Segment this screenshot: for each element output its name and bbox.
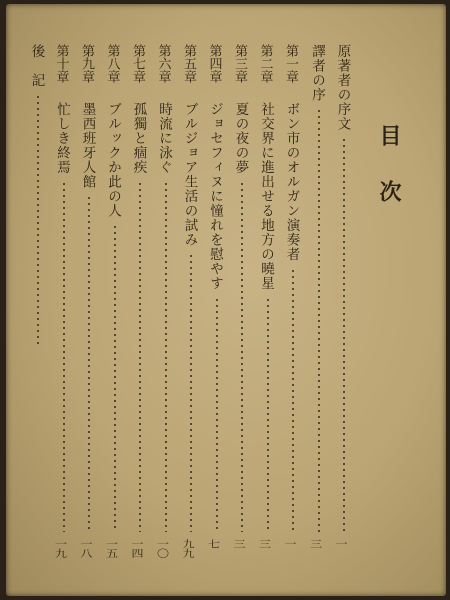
- chapter-number: 第七章: [130, 44, 145, 83]
- toc-entry: [259, 44, 277, 564]
- toc-entry: [335, 44, 353, 564]
- toc-entry: [131, 44, 149, 564]
- chapter-title: 墨西班牙人館: [79, 102, 96, 189]
- page-number: 一九: [53, 539, 68, 559]
- leader-dots: [37, 94, 39, 345]
- section-title: 原著者の序文: [334, 44, 351, 131]
- page-number: 一: [283, 539, 297, 549]
- page-number: 一: [334, 539, 348, 549]
- chapter-number: 第三章: [232, 44, 247, 83]
- chapter-title: 忙しき終焉: [54, 102, 70, 175]
- leader-dots: [343, 137, 345, 532]
- chapter-title: ブルックか此の人: [105, 102, 121, 218]
- toc-entry: [80, 44, 98, 564]
- chapter-number: 第五章: [181, 44, 196, 83]
- page-number: 三: [308, 539, 323, 549]
- chapter-number: 第六章: [155, 44, 171, 83]
- leader-dots: [88, 195, 90, 532]
- book-page: [6, 4, 446, 596]
- toc-entry: [182, 44, 200, 564]
- chapter-number: 第九章: [79, 44, 94, 83]
- leader-dots: [165, 181, 167, 533]
- chapter-title: 時流に泳ぐ: [156, 102, 172, 175]
- section-title: 譯者の序: [309, 44, 325, 102]
- leader-dots: [139, 181, 141, 533]
- chapter-number: 第十章: [53, 44, 69, 83]
- page-number: 三: [257, 539, 272, 549]
- chapter-number: 第八章: [104, 44, 120, 83]
- toc-entry: [284, 44, 302, 564]
- leader-dots: [63, 181, 65, 533]
- chapter-title: ブルジョア生活の試み: [181, 102, 198, 247]
- leader-dots: [241, 181, 243, 533]
- section-title: 後 記: [28, 44, 45, 88]
- leader-dots: [190, 253, 192, 532]
- page-number: 一四: [130, 539, 144, 559]
- page-number: 一五: [104, 539, 119, 559]
- chapter-title: 社交界に進出せる地方の曉星: [258, 102, 274, 291]
- toc-entry: [29, 44, 47, 564]
- chapter-title: 孤獨と痼疾: [130, 102, 147, 175]
- page-number: 三: [232, 539, 246, 549]
- chapter-number: 第四章: [206, 44, 222, 83]
- page-number: 九九: [181, 539, 195, 559]
- toc-entry: [55, 44, 73, 564]
- chapter-number: 第二章: [257, 44, 273, 83]
- leader-dots: [292, 268, 294, 533]
- leader-dots: [114, 224, 116, 532]
- leader-dots: [267, 297, 269, 533]
- toc-entry: [208, 44, 226, 564]
- toc-entry: [157, 44, 175, 564]
- toc-entry: [233, 44, 251, 564]
- chapter-title: ジョセフィヌに憧れを慰やす: [207, 102, 223, 291]
- chapter-title: ボン市のオルガン演奏者: [283, 102, 300, 262]
- leader-dots: [216, 297, 218, 533]
- page-number: 一八: [79, 539, 93, 559]
- chapter-number: 第一章: [283, 44, 298, 83]
- toc-entry: [310, 44, 328, 564]
- chapter-title: 夏の夜の夢: [232, 102, 249, 175]
- page-number: 一〇: [155, 539, 170, 559]
- leader-dots: [318, 108, 320, 532]
- page-number: 七: [206, 539, 221, 549]
- toc-title: 目次: [376, 124, 402, 236]
- toc-entry: [106, 44, 124, 564]
